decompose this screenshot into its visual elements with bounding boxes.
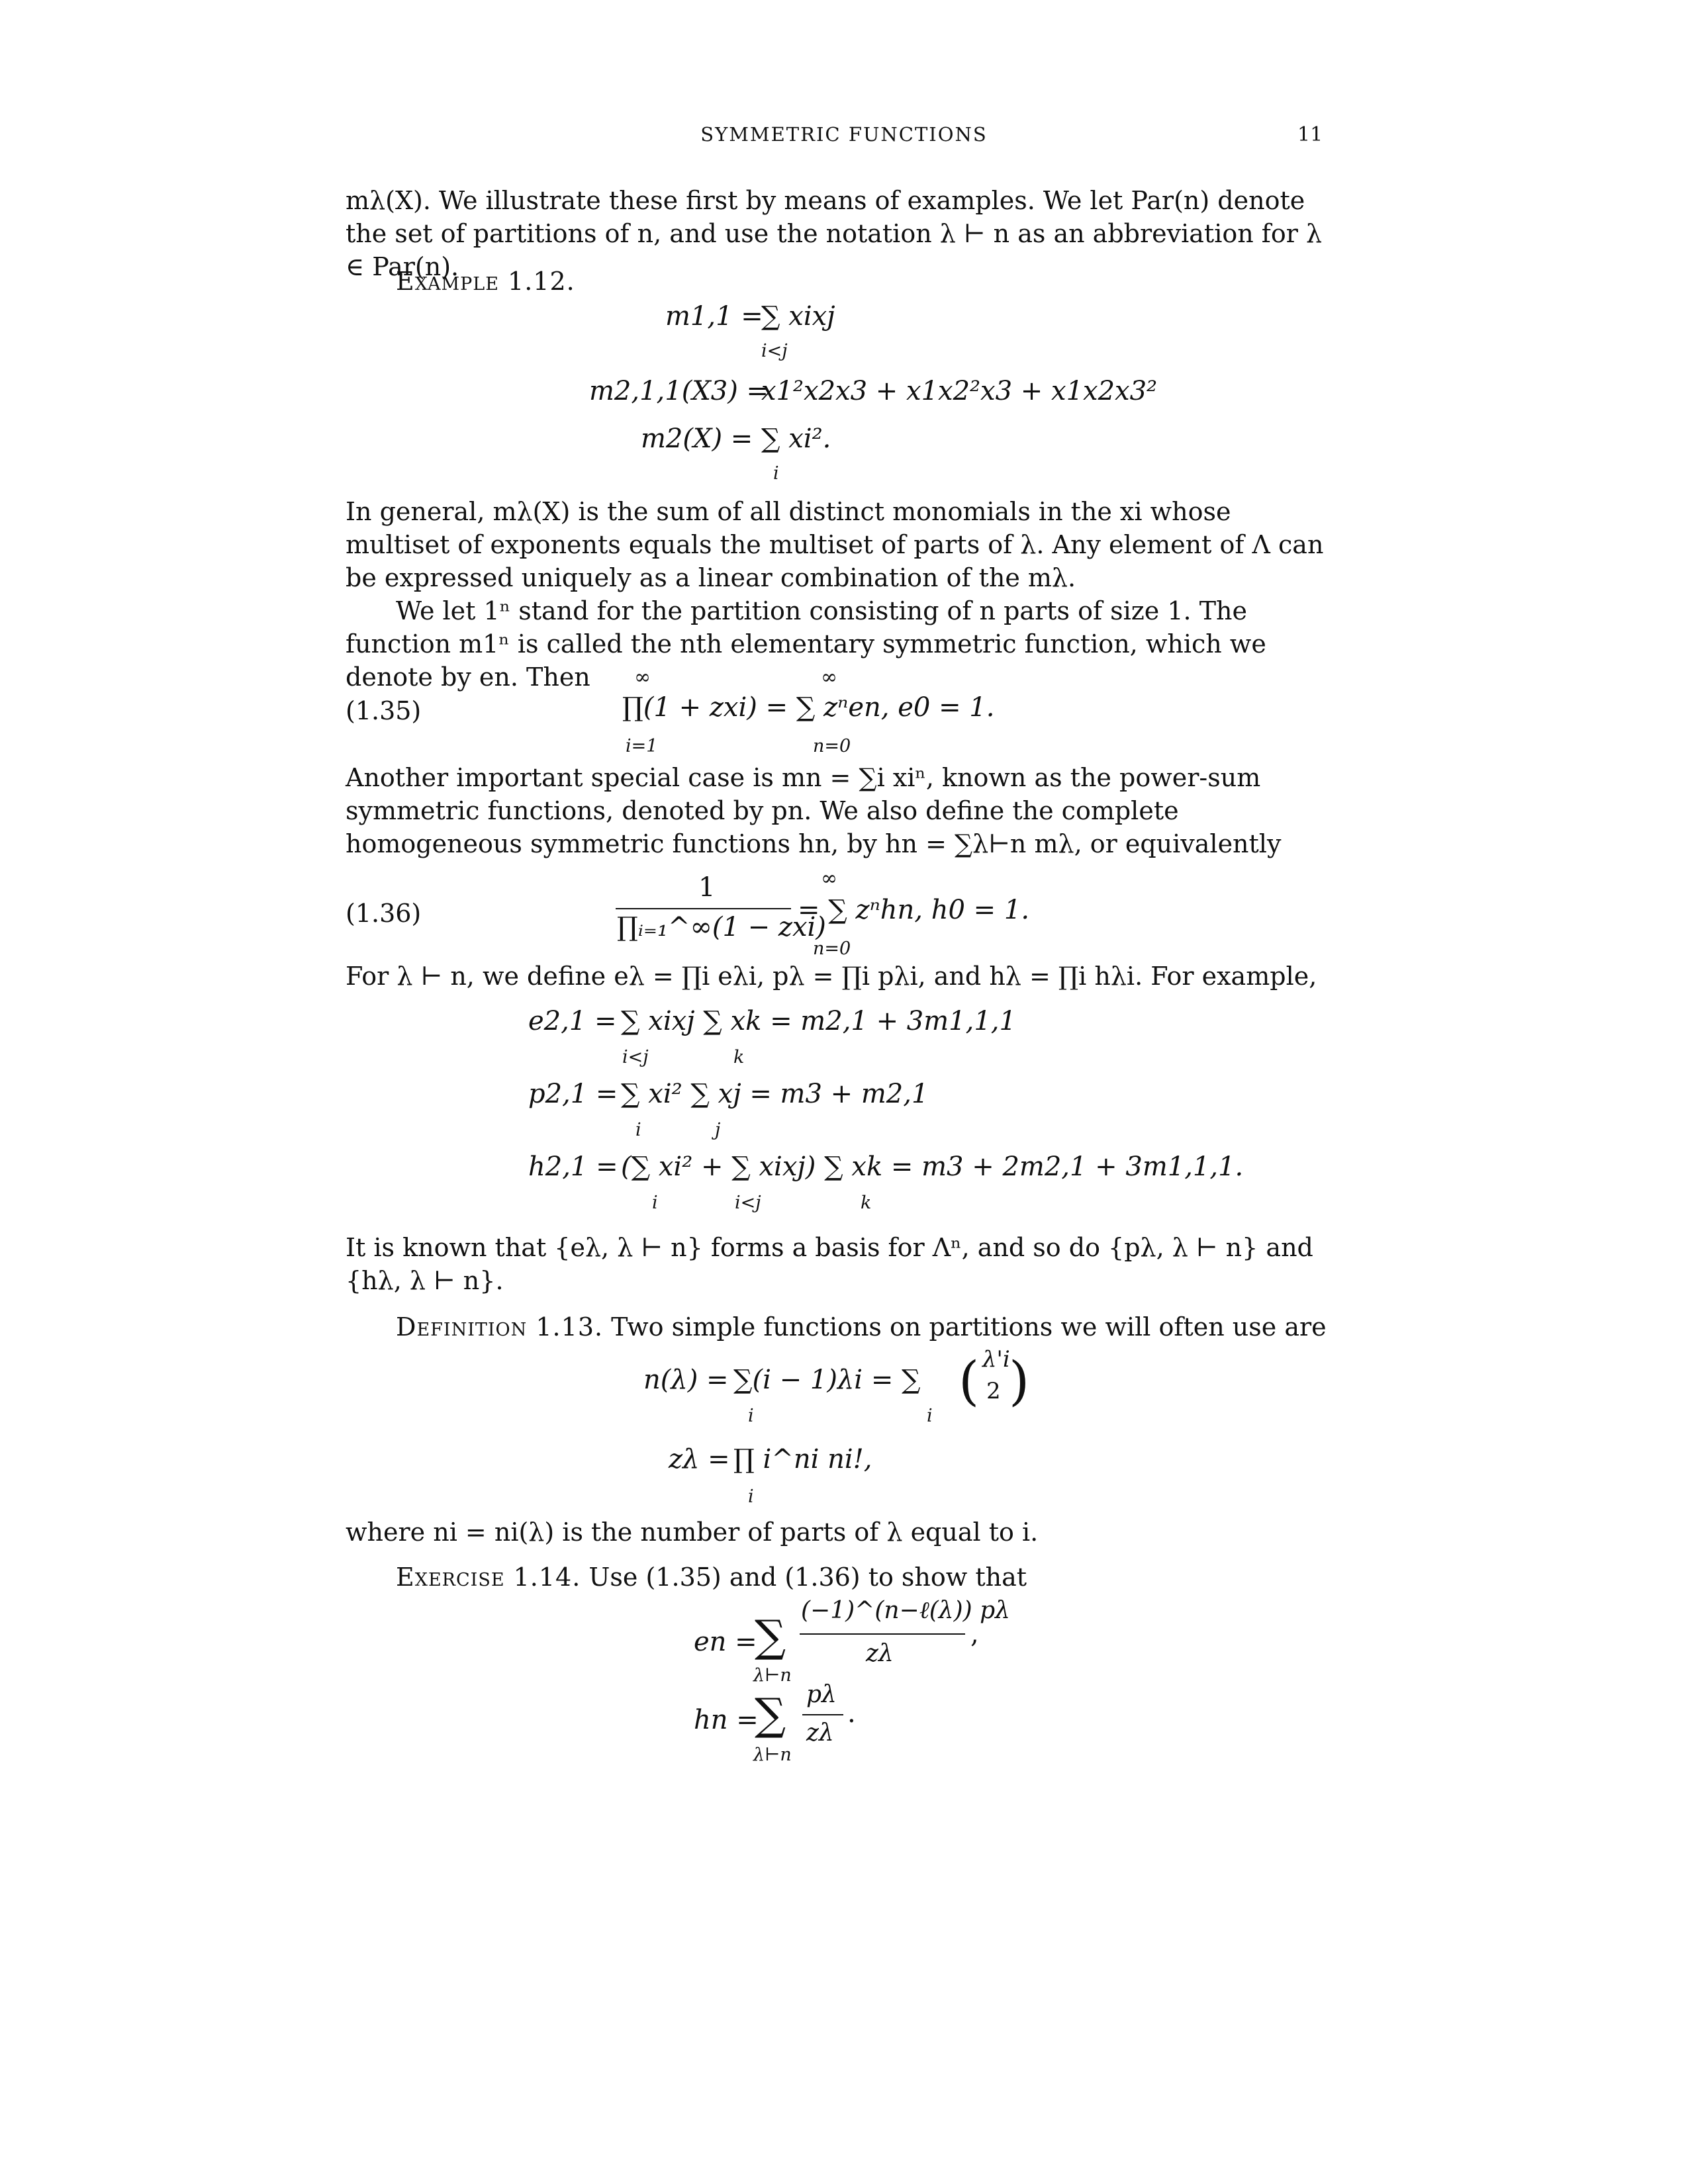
paragraph-elementary: We let 1ⁿ stand for the partition consisting of n parts of size 1. The function m1ⁿ is called the nth elementary symmetric function, which we denote by en. Then	[346, 596, 1266, 692]
example-h21-sub-1: i	[652, 1193, 658, 1213]
paragraph-power-sum: Another important special case is mn = ∑i xiⁿ, known as the power-sum symmetric functions, denoted by pn. We also define the complete homogeneous symmetric functions hn, by hn = ∑λ⊢n mλ, or equivalently	[346, 763, 1282, 858]
running-head: SYMMETRIC FUNCTIONS	[700, 123, 988, 146]
example-e21-sub-1: i<j	[622, 1047, 649, 1068]
example-eq-3-sub: i	[773, 463, 779, 484]
exer-eq-1-sub: λ⊢n	[753, 1665, 792, 1686]
def-eq-1-binom-bottom: 2	[986, 1378, 1001, 1404]
paragraph-where: where ni = ni(λ) is the number of parts of λ equal to i.	[346, 1518, 1039, 1547]
example-eq-1-sub: i<j	[761, 341, 788, 361]
exercise-text: Use (1.35) and (1.36) to show that	[581, 1563, 1027, 1592]
paragraph-products: For λ ⊢ n, we define eλ = ∏i eλi, pλ = ∏i pλi, and hλ = ∏i hλi. For example,	[346, 962, 1317, 991]
example-eq-2-lhs: m2,1,1(X3) =	[589, 376, 769, 406]
example-p21-sub-2: j	[715, 1120, 721, 1140]
exer-eq-2-numerator: pλ	[806, 1681, 837, 1708]
eq-1-35-body: ∏(1 + zxi) = ∑ zⁿen, e0 = 1.	[622, 692, 995, 723]
exer-eq-2-fraction-bar	[802, 1714, 843, 1715]
eq-1-35-sum-lower: n=0	[813, 736, 851, 756]
example-heading	[346, 265, 1332, 298]
example-h21-rhs: (∑ xi² + ∑ xixj) ∑ xk = m3 + 2m2,1 + 3m1,1,1.	[621, 1152, 1244, 1182]
exer-eq-1-comma: ,	[970, 1619, 979, 1649]
example-h21-sub-2: i<j	[735, 1193, 761, 1213]
example-e21-sub-2: k	[733, 1047, 745, 1068]
eq-1-35-prod-upper: ∞	[634, 666, 651, 689]
exer-eq-2-lhs: hn =	[694, 1705, 759, 1735]
exer-eq-1-lhs: en =	[694, 1627, 757, 1657]
exer-eq-1-numerator: (−1)^(n−ℓ(λ)) pλ	[801, 1597, 1010, 1624]
def-eq-1-sub-1: i	[748, 1406, 754, 1426]
example-eq-3-lhs: m2(X) =	[641, 424, 753, 454]
exer-eq-2-sum: ∑	[755, 1689, 786, 1740]
exercise-heading	[346, 1561, 1332, 1594]
eq-1-35-sum-upper: ∞	[821, 666, 837, 689]
definition-heading	[346, 1310, 1332, 1343]
def-eq-1-sub-2: i	[927, 1406, 933, 1426]
example-p21-sub-1: i	[635, 1120, 641, 1140]
paragraph-general: In general, mλ(X) is the sum of all distinct monomials in the xi whose multiset of exponents equals the multiset of parts of λ. Any element of Λ can be expressed uniquely as a linear combination of the mλ.	[346, 497, 1324, 592]
example-eq-2-rhs: x1²x2x3 + x1x2²x3 + x1x2x3²	[761, 376, 1158, 406]
page-number: 11	[1297, 123, 1323, 146]
exer-eq-2-denominator: zλ	[806, 1719, 834, 1747]
def-eq-1-lhs: n(λ) =	[643, 1365, 729, 1395]
def-eq-2-rhs: ∏ i^ni ni!,	[733, 1444, 872, 1475]
exer-eq-1-fraction-bar	[800, 1633, 965, 1635]
exer-eq-2-period: .	[847, 1698, 856, 1729]
exer-eq-2-sub: λ⊢n	[753, 1745, 792, 1765]
equation-number-1-36: (1.36)	[346, 899, 422, 928]
def-eq-1-binom-right-paren: )	[1009, 1350, 1030, 1412]
example-p21-rhs: ∑ xi² ∑ xj = m3 + m2,1	[621, 1079, 929, 1109]
equation-number-1-35: (1.35)	[346, 696, 422, 725]
def-eq-2-sub: i	[748, 1486, 754, 1507]
example-h21-sub-3: k	[861, 1193, 872, 1213]
eq-1-35-prod-lower: i=1	[626, 736, 658, 756]
def-eq-1-rhs: ∑(i − 1)λi = ∑	[733, 1365, 921, 1395]
def-eq-2-lhs: zλ =	[669, 1444, 730, 1475]
paragraph-intro: mλ(X). We illustrate these first by means of examples. We let Par(n) denote the set of partitions of n, and use the notation λ ⊢ n as an abbreviation for λ ∈ Par(n).	[346, 186, 1323, 281]
example-label: Example 1.12.	[396, 267, 575, 296]
example-eq-1-lhs: m1,1 =	[665, 301, 763, 332]
exer-eq-1-denominator: zλ	[866, 1640, 894, 1667]
eq-1-36-rhs: = ∑ zⁿhn, h0 = 1.	[798, 895, 1030, 925]
def-eq-1-binom-top: λ'i	[982, 1346, 1010, 1373]
exercise-label: Exercise 1.14.	[396, 1563, 581, 1592]
eq-1-36-sum-lower: n=0	[813, 938, 851, 959]
example-p21-lhs: p2,1 =	[528, 1079, 618, 1109]
eq-1-36-denominator: ∏ᵢ₌₁^∞(1 − zxi)	[617, 912, 826, 942]
exer-eq-1-sum: ∑	[755, 1611, 786, 1662]
eq-1-36-sum-upper: ∞	[821, 867, 837, 890]
definition-text: Two simple functions on partitions we will often use are	[603, 1312, 1327, 1342]
example-eq-1-rhs: ∑ xixj	[761, 301, 835, 332]
example-e21-rhs: ∑ xixj ∑ xk = m2,1 + 3m1,1,1	[621, 1006, 1016, 1036]
paragraph-bases: It is known that {eλ, λ ⊢ n} forms a basis for Λⁿ, and so do {pλ, λ ⊢ n} and {hλ, λ ⊢ n}.	[346, 1233, 1313, 1295]
eq-1-36-fraction-bar	[616, 908, 791, 909]
example-eq-3-rhs: ∑ xi².	[761, 424, 831, 454]
example-e21-lhs: e2,1 =	[528, 1006, 617, 1036]
eq-1-36-numerator: 1	[698, 872, 716, 903]
definition-label: Definition 1.13.	[396, 1312, 604, 1342]
example-h21-lhs: h2,1 =	[528, 1152, 618, 1182]
def-eq-1-binom-left-paren: (	[959, 1350, 980, 1412]
